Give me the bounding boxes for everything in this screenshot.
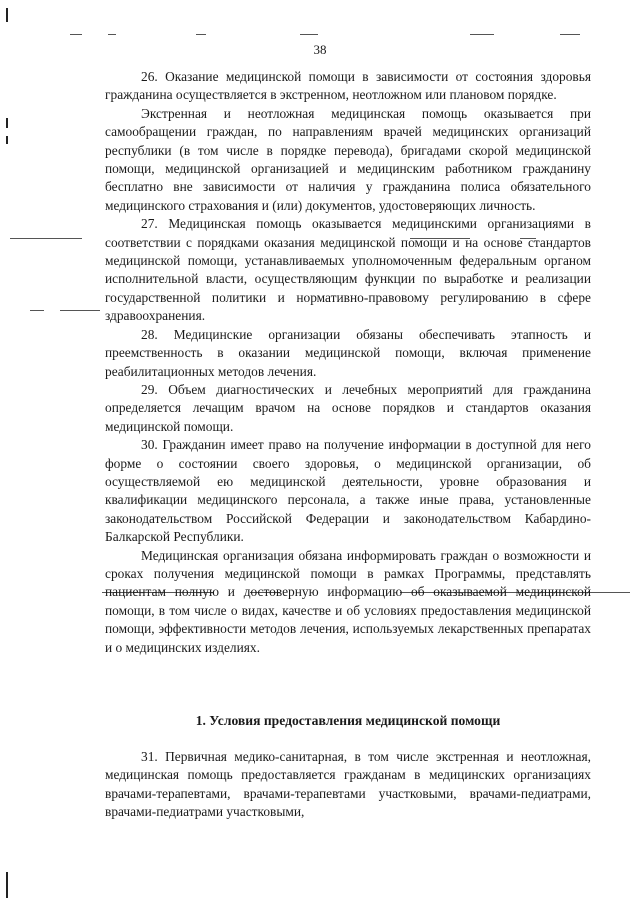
paragraph-31: 31. Первичная медико-санитарная, в том числе экстренная и неотложная, медицинская помощь предоставляется гражданам в медицинских организациях врачами-терапевтами, врачами-терапевтами участковыми, врачами-педиатрами, врачами-педиатрами участковыми, [105,749,591,820]
scan-dash [560,34,580,35]
section-body [105,748,591,822]
scan-dash [30,310,44,311]
section-heading: 1. Условия предоставления медицинской помощи [195,713,501,728]
scan-dash [60,310,100,311]
scan-edge-mark [6,8,8,22]
paragraph-27: 27. Медицинская помощь оказывается медицинскими организациями в соответствии с порядками оказания медицинской помощи и на основе стандартов медицинской помощи, устанавливаемых уполномоченным федеральным органом исполнительной власти, осуществляющим функции по выработке и реализации государственной политики и нормативно-правовому регулированию в сфере здравоохранения. [105,216,591,324]
scan-dash [196,34,206,35]
paragraph-30: 30. Гражданин имеет право на получение информации в доступной для него форме о состоянии своего здоровья, о медицинской организации, об осуществляемой ею медицинской деятельности, уровне образования и квалификации медицинского персонала, а также иные права, установленные законодательством Российской Федерации и законодательством Кабардино-Балкарской Республики. [105,437,591,545]
scan-dash [108,34,116,35]
paragraph-28: 28. Медицинские организации обязаны обеспечивать этапность и преемственность в оказании медицинской помощи, включая применение реабилитационных методов лечения. [105,326,591,379]
scan-edge-mark [6,118,8,128]
scan-dash [470,34,494,35]
scan-dash [300,34,318,35]
document-body [105,68,591,657]
paragraph-emergency-care: Экстренная и неотложная медицинская помощь оказывается при самообращении граждан, по направлениям врачей медицинских организаций республики (в том числе в порядке перевода), бригадами скорой медицинской помощи, медицинской организацией и медицинским работником гражданину бесплатно вне зависимости от наличия у гражданина полиса обязательного медицинского страхования и (или) документов, удостоверяющих личность. [105,105,591,213]
scan-edge-mark [6,872,8,898]
scan-dash [10,238,82,239]
scan-dash [70,34,82,35]
paragraph-29: 29. Объем диагностических и лечебных мероприятий для гражданина определяется лечащим врачом на основе порядков и стандартов оказания медицинской помощи. [105,381,591,434]
paragraph-26: 26. Оказание медицинской помощи в зависимости от состояния здоровья гражданина осуществляется в экстренном, неотложном или плановом порядке. [105,69,591,103]
paragraph-information-duty: Медицинская организация обязана информировать граждан о возможности и сроках получения медицинской помощи в рамках Программы, представлять пациентам полную и достоверную информацию об оказываемой медицинской помощи, в том числе о видах, качестве и об условиях предоставления медицинской помощи, эффективности методов лечения, используемых лекарственных препаратах и о медицинских изделиях. [105,547,591,655]
scan-edge-mark [6,136,8,144]
page-number: 38 [313,42,327,57]
